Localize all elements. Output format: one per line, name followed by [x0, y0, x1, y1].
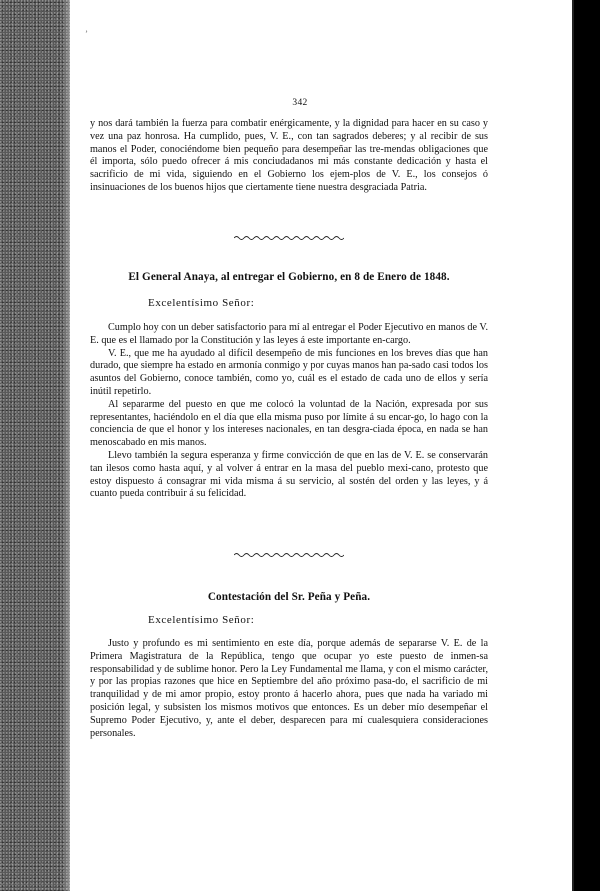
- paragraph: Llevo también la segura esperanza y firme convicción de que en las de V. E. se conservarán tan ilesos como hasta aquí, y al volver á entrar en la masa del pueblo mexi-cano, protesto que estoy dispuesto á consagrar mi vida misma á su servicio, al sostén del orden y las leyes, y á cuanto pueda contribuir á su felicidad.: [90, 449, 488, 500]
- paragraph: V. E., que me ha ayudado al difícil desempeño de mis funciones en los breves días que han durado, que siempre ha estado en armonía conmigo y por cuyas manos han pa-sado casi todos los asuntos del Gobierno, conoce también, como yo, cuál es el estado de cada uno de ellos y sería inútil repetirlo.: [90, 347, 488, 397]
- page-number: 342: [292, 98, 308, 108]
- salutation: Excelentísimo Señor:: [148, 614, 255, 626]
- salutation: Excelentísimo Señor:: [148, 297, 255, 309]
- ornamental-divider: [234, 235, 344, 241]
- speech-text-block: [90, 322, 488, 501]
- scan-border-left: [0, 0, 70, 891]
- paragraph: Al separarme del puesto en que me colocó la voluntad de la Nación, expresada por sus representantes, haciéndolo en el día que ella misma puso por límite á su encar-go, lo hago con la conciencia de que el honor y los intereses nacionales, en tan desgra-ciada época, en nada se han menoscabado en mis manos.: [90, 398, 488, 449]
- paragraph: y nos dará también la fuerza para combatir enérgicamente, y la dignidad para hacer en su caso y vez una paz honrosa. Ha cumplido, pues, V. E., con tan sagrados deberes; y al recibir de sus manos el Poder, conociéndome bien pequeño para desempeñar las tre-mendas obligaciones que él importa, sólo puedo ofrecer á mis conciudadanos mi más constante dedicación y hasta el sacrificio de mi vida, siguiendo en el Gobierno los ejem-plos de V. E., los consejos ó insinuaciones de los buenos hijos que ciertamente tiene nuestra desgraciada Patria.: [90, 118, 488, 193]
- paragraph: Justo y profundo es mi sentimiento en este día, porque además de separarse V. E. de la Primera Magistratura de la República, tengo que ocupar yo este puesto de inmen-sa responsabilidad y de sublime honor. Pero la Ley Fundamental me llama, y con el mismo carácter, y por las propias razones que hice en Septiembre del año próximo pasa-do, el sacrificio de mi tranquilidad y de mi amor propio, estoy pronto á hacerlo ahora, pues que nada ha variado mi posición legal, y subsisten los mismos motivos que entonces. Es un deber mío desempeñar el Supremo Poder Ejecutivo, y, ante el deber, desparecen para mí cualesquiera consideraciones personales.: [90, 638, 488, 739]
- scan-border-right: [574, 0, 600, 891]
- section-heading: Contestación del Sr. Peña y Peña.: [207, 591, 371, 603]
- ink-mark: ʼ: [85, 29, 88, 39]
- reply-text-block: [90, 638, 488, 740]
- continued-text-block: [90, 118, 488, 195]
- section-heading: El General Anaya, al entregar el Gobierno, en 8 de Enero de 1848.: [128, 271, 450, 283]
- paragraph: Cumplo hoy con un deber satisfactorio para mí al entregar el Poder Ejecutivo en manos de V. E. que es el llamado por la Constitución y las leyes á este importante en-cargo.: [90, 322, 488, 346]
- ornamental-divider: [234, 552, 344, 558]
